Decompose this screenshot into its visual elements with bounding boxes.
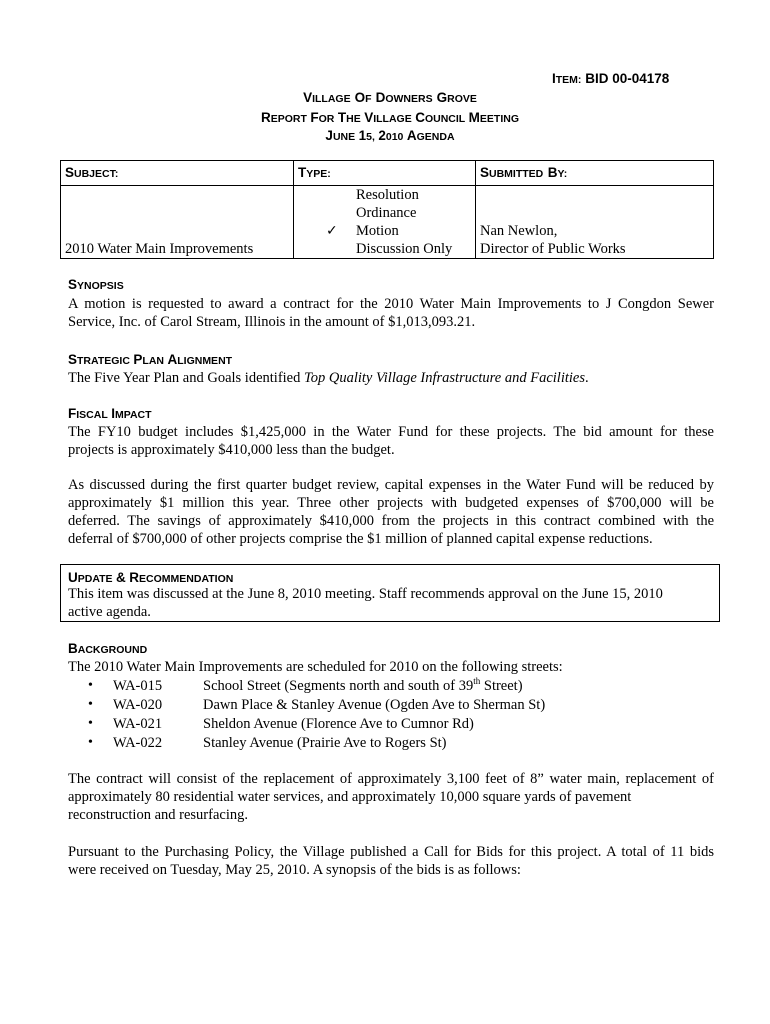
project-code: WA-022 (113, 735, 163, 751)
contract-line: The contract will consist of the replacement of approximately 3,100 feet of 8” water main, replacement of (68, 771, 714, 787)
type-option: Resolution (356, 187, 419, 203)
update-line: This item was discussed at the June 8, 2010 meeting. Staff recommends approval on the June 15, 2010 (68, 586, 663, 602)
bullet-icon: • (88, 735, 93, 750)
project-code: WA-020 (113, 697, 163, 713)
strategic-text (68, 369, 714, 387)
strategic-title: STRATEGIC PLAN ALIGNMENT (68, 352, 233, 367)
street-description: Dawn Place & Stanley Avenue (Ogden Ave to Sherman St) (203, 697, 546, 713)
fiscal-line: approximately $1 million this year. Three other projects with budgeted expenses of $700,000 will be (68, 495, 714, 511)
fiscal-title: FISCAL IMPACT (68, 406, 152, 421)
bullet-icon: • (88, 716, 93, 731)
bullet-icon: • (88, 678, 93, 693)
subject-value: 2010 Water Main Improvements (61, 186, 294, 259)
subject-header: SUBJECT: (61, 161, 294, 186)
item-value: BID 00-04178 (585, 71, 670, 86)
synopsis-title: SYNOPSIS (68, 277, 124, 292)
bids-line: were received on Tuesday, May 25, 2010. A synopsis of the bids is as follows: (68, 862, 521, 878)
contract-line: approximately 80 residential water services, and approximately 10,000 square yards of pavement (68, 789, 632, 805)
project-code: WA-015 (113, 678, 163, 694)
synopsis-line: A motion is requested to award a contract for the 2010 Water Main Improvements to J Congdon Sewer (68, 296, 714, 312)
submitted-by (476, 186, 714, 259)
street-text: School Street (Segments north and south of 39 (203, 678, 474, 694)
street-description (203, 677, 523, 695)
synopsis-line: Service, Inc. of Carol Stream, Illinois in the amount of $1,013,093.21. (68, 314, 476, 330)
street-description: Stanley Avenue (Prairie Ave to Rogers St) (203, 735, 447, 751)
submitted-header: SUBMITTED BY: (476, 161, 714, 186)
update-title: UPDATE & RECOMMENDATION (68, 570, 234, 585)
agenda-info-table (60, 160, 714, 259)
fiscal-line: deferral of $700,000 of other projects comprise the $1 million of planned capital expense reductions. (68, 531, 653, 547)
fiscal-line: As discussed during the first quarter budget review, capital expenses in the Water Fund will be reduced by (68, 477, 714, 493)
background-intro: The 2010 Water Main Improvements are scheduled for 2010 on the following streets: (68, 659, 563, 675)
type-options (294, 186, 476, 259)
strategic-text-start: The Five Year Plan and Goals identified (68, 370, 304, 386)
fiscal-line: projects is approximately $410,000 less than the budget. (68, 442, 395, 458)
submitter-name: Nan Newlon, (480, 223, 558, 239)
fiscal-line: deferred. The savings of approximately $410,000 from the projects in this contract combined with the (68, 513, 714, 529)
bullet-icon: • (88, 697, 93, 712)
project-code: WA-021 (113, 716, 163, 732)
update-line: active agenda. (68, 604, 151, 620)
type-option-selected: Motion (356, 223, 399, 239)
report-title: REPORT FOR THE VILLAGE COUNCIL MEETING (260, 110, 520, 125)
update-recommendation-box (60, 564, 720, 622)
fiscal-line: The FY10 budget includes $1,425,000 in the Water Fund for these projects. The bid amount for these (68, 424, 714, 440)
street-text: Street) (480, 678, 523, 694)
strategic-text-end: . (585, 370, 589, 386)
street-description: Sheldon Avenue (Florence Ave to Cumnor Rd) (203, 716, 474, 732)
bids-line: Pursuant to the Purchasing Policy, the Village published a Call for Bids for this project. A total of 11 bids (68, 844, 714, 860)
background-title: BACKGROUND (68, 641, 148, 656)
type-option: Ordinance (356, 205, 417, 221)
ordinal-suffix: th (473, 676, 481, 687)
type-option: Discussion Only (356, 241, 453, 257)
item-label: ITEM: (552, 71, 582, 86)
strategic-goal: Top Quality Village Infrastructure and Facilities (304, 370, 585, 386)
agenda-date: JUNE 15, 2010 AGENDA (325, 128, 455, 143)
item-number (552, 71, 669, 86)
submitter-title: Director of Public Works (480, 241, 626, 257)
checkmark-icon: ✓ (326, 223, 338, 239)
village-title: VILLAGE OF DOWNERS GROVE (303, 90, 477, 105)
type-header: TYPE: (294, 161, 476, 186)
contract-line: reconstruction and resurfacing. (68, 807, 248, 823)
update-text (68, 585, 708, 621)
